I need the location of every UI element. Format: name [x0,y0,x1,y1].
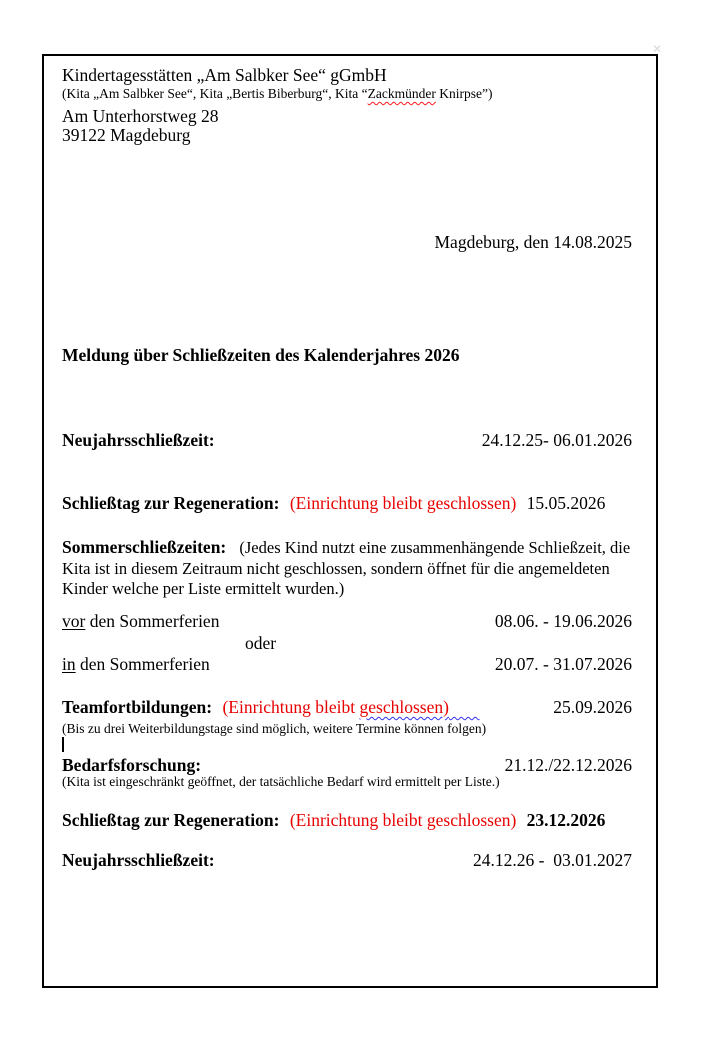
oder-word: oder [245,633,277,653]
entry-sommer [62,537,630,600]
closed-note [222,697,479,717]
date-line: Magdeburg, den 14.08.2025 [434,232,632,252]
entry-date: 20.07. - 31.07.2026 [494,654,632,674]
entry-label [62,611,219,631]
entry-teamfortbildungen [62,697,632,717]
entry-label: Bedarfsforschung: [62,755,202,775]
entry-neujahr-2027 [62,850,632,870]
sender-name: Kindertagesstätten „Am Salbker See“ gGmbH [62,65,387,85]
entry-date: 08.06. - 19.06.2026 [494,611,632,631]
entry-bedarfsforschung [62,755,632,775]
entry-label: Sommerschließzeiten: [62,537,227,557]
text-cursor [62,737,64,752]
entry-date: 23.12.2026 [526,810,606,830]
entry-label [62,654,210,674]
closed-note: (Einrichtung bleibt geschlossen) [289,810,517,830]
sommer-note-line3: Kinder welche per Liste ermittelt wurden.) [62,579,345,599]
entry-label-group [62,697,480,717]
entry-label: Neujahrsschließzeit: [62,850,215,870]
sender-street: Am Unterhorstweg 28 [62,106,219,126]
kita-list-suffix: Knirpse”) [435,86,493,101]
sender-city: 39122 Magdeburg [62,125,191,145]
document-title: Meldung über Schließzeiten des Kalenderjahres 2026 [62,345,460,365]
entry-date: 25.09.2026 [553,697,632,717]
closed-note-part1: (Einrichtung bleibt [222,697,360,717]
bedarfsforschung-note: (Kita ist eingeschränkt geöffnet, der tatsächliche Bedarf wird ermittelt per Liste.) [62,774,500,789]
entry-regeneration-2 [62,810,605,830]
sommer-note-line1: (Jedes Kind nutzt eine zusammenhängende Schließzeit, die [239,538,631,557]
entry-label: Teamfortbildungen: [62,697,213,717]
entry-label: Schließtag zur Regeneration: [62,810,280,830]
grammar-flagged-text: geschlossen) [359,697,449,717]
closed-note: (Einrichtung bleibt geschlossen) [289,493,517,513]
entry-date: 21.12./22.12.2026 [504,755,632,775]
entry-label: Schließtag zur Regeneration: [62,493,280,513]
underlined-word: in [62,654,76,674]
entry-date: 24.12.25- 06.01.2026 [481,430,632,450]
sommer-note-line2: Kita ist in diesem Zeitraum nicht geschlossen, sondern öffnet für die angemeldeten [62,558,610,578]
underlined-word: vor [62,611,86,631]
entry-neujahr-2026 [62,430,632,450]
grammar-squiggle-tail [449,697,480,717]
entry-label: Neujahrsschließzeit: [62,430,215,450]
entry-date: 15.05.2026 [526,493,606,513]
entry-vor-sommerferien [62,611,632,631]
misspelled-word: Zackmünder [367,86,436,101]
sender-kita-list [62,87,492,102]
teamfortbildungen-note: (Bis zu drei Weiterbildungstage sind möglich, weitere Termine können folgen) [62,721,487,736]
kita-list-prefix: (Kita „Am Salbker See“, Kita „Bertis Biberburg“, Kita “ [62,86,368,101]
document-page[interactable] [42,54,658,988]
label-rest: den Sommerferien [75,654,210,674]
label-rest: den Sommerferien [85,611,220,631]
entry-in-sommerferien [62,654,632,674]
entry-date: 24.12.26 - 03.01.2027 [473,850,632,870]
entry-regeneration-1 [62,493,605,513]
